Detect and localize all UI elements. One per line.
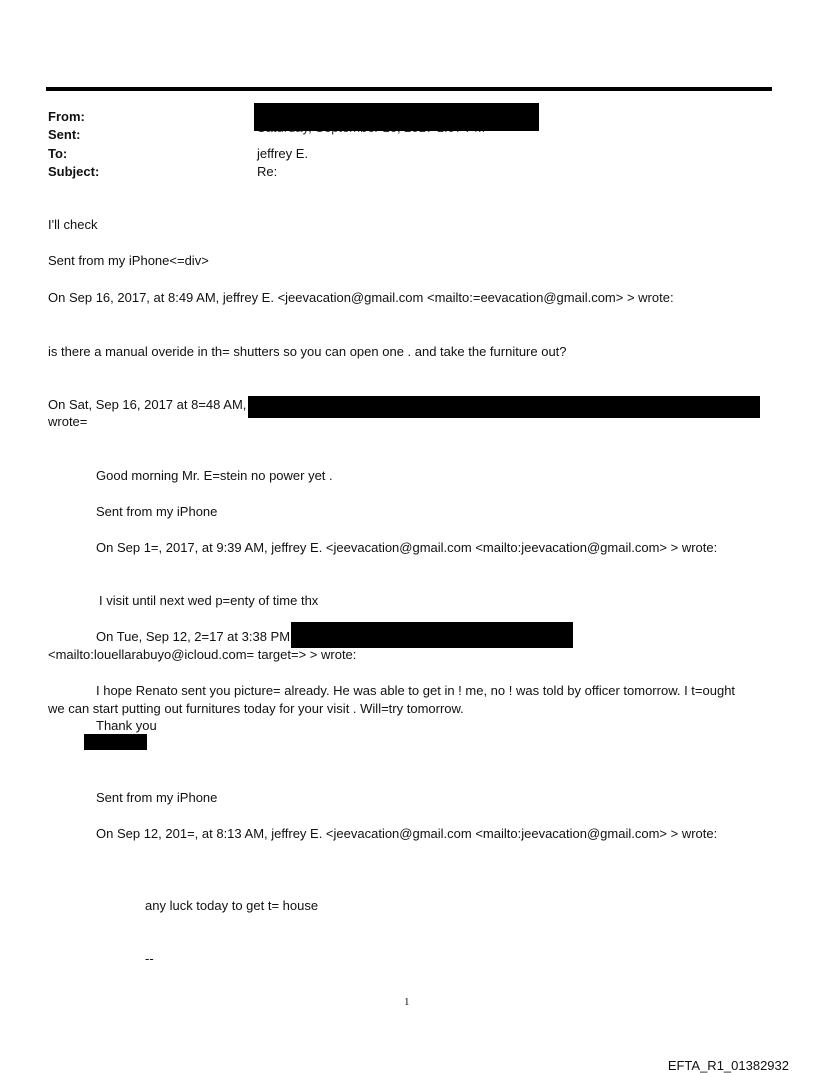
redaction-from <box>254 103 539 131</box>
body-line: Sent from my iPhone <box>96 790 218 805</box>
subject-label: Subject: <box>48 164 100 179</box>
sent-label: Sent: <box>48 127 81 142</box>
quote-header: On Sep 12, 201=, at 8:13 AM, jeffrey E. <jeevacation@gmail.com <mailto:jeevacation@gmail.com> > wrote: <box>96 826 718 841</box>
quote-header: On Sep 1=, 2017, at 9:39 AM, jeffrey E. <jeevacation@gmail.com <mailto:jeevacation@gmail.com> > wrote: <box>96 540 718 555</box>
redaction-sender <box>291 622 573 648</box>
body-line: we can start putting out furnitures today for your visit . Will=try tomorrow. <box>48 701 464 716</box>
quote-header-cont: <mailto:louellarabuyo@icloud.com= target=> > wrote: <box>48 647 357 662</box>
body-line: Sent from my iPhone <box>96 504 218 519</box>
quote-header: On Tue, Sep 12, 2=17 at 3:38 PM <box>96 629 291 644</box>
body-line: I hope Renato sent you picture= already. He was able to get in ! me, no ! was told by officer tomorrow. I t=ought <box>96 683 736 698</box>
header-rule <box>46 87 772 91</box>
redaction-sender <box>248 396 760 418</box>
body-line: I'll check <box>48 217 98 232</box>
page-number: 1 <box>404 996 410 1008</box>
body-line: I visit until next wed p=enty of time thx <box>99 593 319 608</box>
to-value: jeffrey E. <box>257 146 309 161</box>
quote-header: On Sep 16, 2017, at 8:49 AM, jeffrey E. <jeevacation@gmail.com <mailto:=eevacation@gmail.com> > wrote: <box>48 290 674 305</box>
body-line: is there a manual overide in th= shutters so you can open one . and take the furniture out? <box>48 344 567 359</box>
body-line: Thank you <box>96 718 157 733</box>
from-label: From: <box>48 109 85 124</box>
body-line: Sent from my iPhone<=div> <box>48 253 209 268</box>
document-id: EFTA_R1_01382932 <box>667 1058 789 1073</box>
subject-value: Re: <box>257 164 278 179</box>
redaction-signature <box>84 734 147 750</box>
quote-header-cont: wrote= <box>48 414 88 429</box>
body-line: any luck today to get t= house <box>145 898 319 913</box>
body-line: Good morning Mr. E=stein no power yet . <box>96 468 333 483</box>
quote-header: On Sat, Sep 16, 2017 at 8=48 AM, <box>48 397 247 412</box>
to-label: To: <box>48 146 68 161</box>
body-line: -- <box>145 951 154 966</box>
